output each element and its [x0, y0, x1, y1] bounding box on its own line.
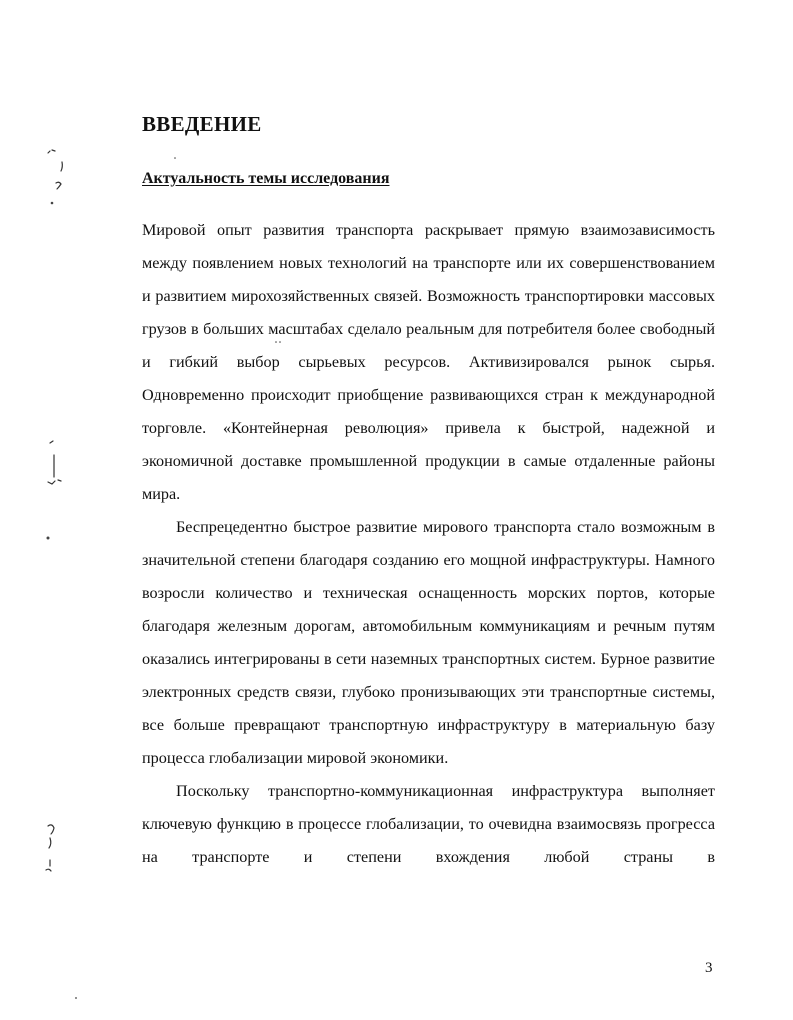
paragraph: Мировой опыт развития транспорта раскрывает прямую взаимозависимость между появлением новых технологий на транспорте или их совершенствованием и развитием мирохозяйственных связей. Возможность транспортировки массовых грузов в больших масштабах сделало реальным для потребителя более свободный и гибкий выбор сырьевых ресурсов. Активизировался рынок сырья. Одновременно происходит приобщение развивающихся стран к международной торговле. «Контейнерная революция» привела к быстрой, надежной и экономичной доставке промышленной продукции в самые отдаленные районы мира.	[142, 221, 715, 503]
section-heading: ВВЕДЕНИЕ	[142, 112, 262, 136]
scan-speck	[174, 157, 176, 159]
paragraph: Поскольку транспортно-коммуникационная инфраструктура выполняет ключевую функцию в процессе глобализации, то очевидна взаимосвязь прогресса на транспорте и степени вхождения любой страны в	[142, 782, 715, 866]
scan-speck	[51, 202, 54, 205]
scan-speck	[48, 480, 61, 484]
scan-speck	[56, 182, 61, 189]
scan-speck	[48, 150, 55, 153]
page-number: 3	[705, 960, 713, 976]
paragraph: Беспрецедентно быстрое развитие мирового транспорта стало возможным в значительной степени благодаря созданию его мощной инфраструктуры. Намного возросли количество и техническая оснащенность морских портов, которые благодаря железным дорогам, автомобильным коммуникациям и речным путям оказались интегрированы в сети наземных транспортных систем. Бурное развитие электронных средств связи, глубоко пронизывающих эти транспортные системы, все больше превращают транспортную инфраструктуру в материальную базу процесса глобализации мировой экономики.	[142, 518, 715, 767]
scan-speck	[49, 838, 51, 848]
subsection-heading: Актуальность темы исследования	[142, 170, 390, 187]
scan-speck	[46, 869, 51, 871]
scan-speck	[50, 441, 53, 443]
scan-speck	[61, 162, 62, 171]
scan-speck	[75, 997, 77, 999]
scan-speck	[47, 537, 50, 540]
scan-speck	[48, 825, 54, 834]
body-text	[142, 214, 715, 874]
